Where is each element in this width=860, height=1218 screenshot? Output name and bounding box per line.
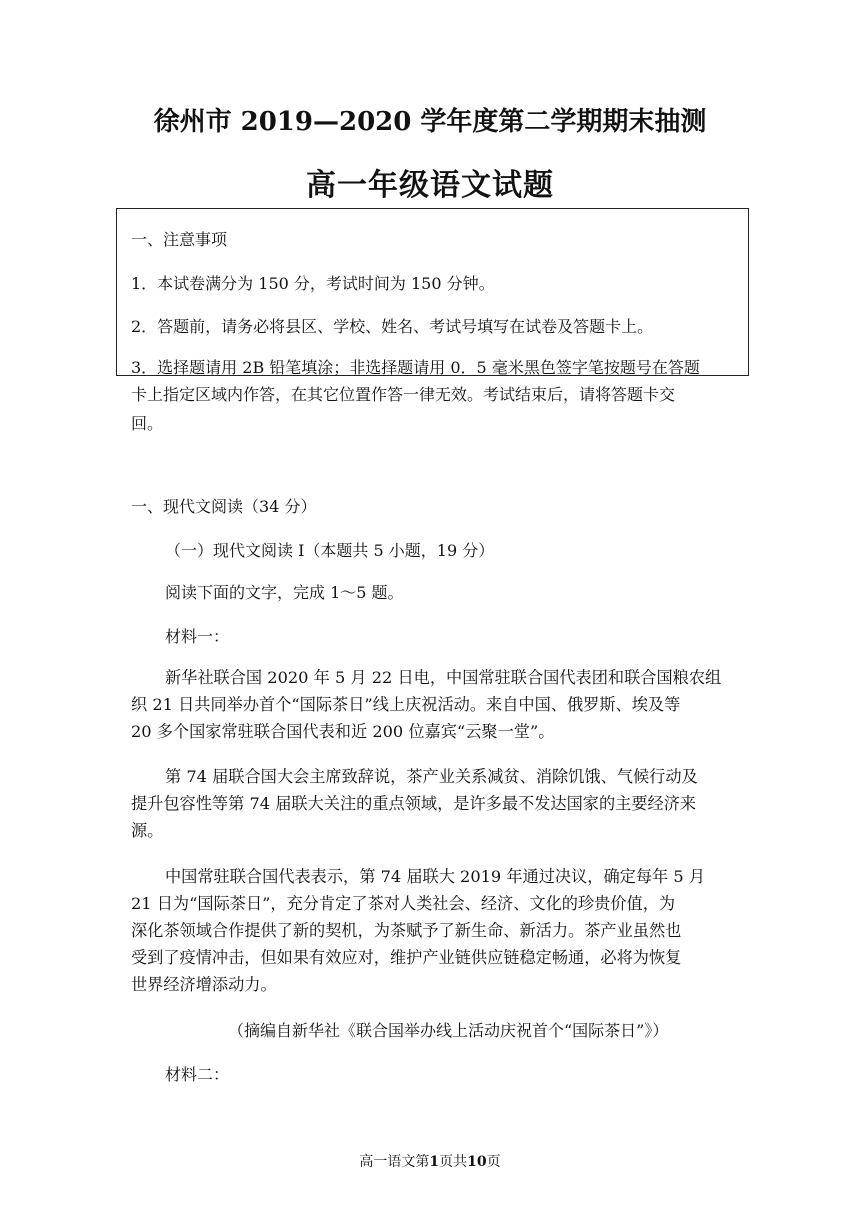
source-citation: （摘编自新华社《联合国举办线上活动庆祝首个“国际茶日”》）	[228, 1021, 669, 1040]
notice-item-2: 2．答题前，请务必将县区、学校、姓名、考试号填写在试卷及答题卡上。	[131, 317, 654, 336]
footer-page-number: 1	[429, 1154, 440, 1170]
footer-middle: 页共	[439, 1154, 468, 1170]
paragraph-line: 织 21 日共同举办首个“国际茶日”线上庆祝活动。来自中国、俄罗斯、埃及等	[131, 695, 681, 714]
notice-item-3-cont: 卡上指定区域内作答，在其它位置作答一律无效。考试结束后，请将答题卡交	[131, 385, 676, 404]
paragraph-line: 世界经济增添动力。	[131, 975, 277, 994]
sub-section-heading: （一）现代文阅读 I（本题共 5 小题，19 分）	[165, 541, 495, 560]
footer-suffix: 页	[486, 1154, 501, 1170]
paragraph-line: 中国常驻联合国代表表示，第 74 届联大 2019 年通过决议，确定每年 5 月	[165, 867, 706, 886]
paragraph-line: 20 多个国家常驻联合国代表和近 200 位嘉宾“云聚一堂”。	[131, 722, 555, 741]
paragraph-line: 提升包容性等第 74 届联大关注的重点领域，是许多最不发达国家的主要经济来	[131, 794, 697, 813]
paragraph-line: 源。	[131, 821, 164, 840]
material-label: 材料二：	[165, 1065, 230, 1084]
paragraph-line: 第 74 届联合国大会主席致辞说，茶产业关系减贫、消除饥饿、气候行动及	[165, 767, 698, 786]
material-label: 材料一：	[165, 627, 230, 646]
page-footer	[0, 1152, 860, 1172]
footer-prefix: 高一语文第	[359, 1154, 430, 1170]
notice-item-3-cont: 回。	[131, 414, 164, 433]
notice-item-1: 1．本试卷满分为 150 分，考试时间为 150 分钟。	[131, 274, 495, 293]
paragraph-line: 受到了疫情冲击，但如果有效应对，维护产业链供应链稳定畅通，必将为恢复	[131, 948, 682, 967]
footer-total-pages: 10	[467, 1154, 487, 1170]
notice-heading: 一、注意事项	[131, 230, 228, 249]
notice-item-3: 3．选择题请用 2B 铅笔填涂；非选择题请用 0．5 毫米黑色签字笔按题号在答题	[131, 358, 700, 377]
reading-instruction: 阅读下面的文字，完成 1～5 题。	[165, 583, 404, 602]
section-heading: 一、现代文阅读（34 分）	[131, 497, 317, 516]
exam-subtitle: 高一年级语文试题	[306, 168, 554, 203]
paragraph-line: 21 日为“国际茶日”，充分肯定了茶对人类社会、经济、文化的珍贵价值，为	[131, 894, 676, 913]
paragraph-line: 深化茶领域合作提供了新的契机，为茶赋予了新生命、新活力。茶产业虽然也	[131, 921, 682, 940]
exam-title: 徐州市 2019—2020 学年度第二学期期末抽测	[153, 107, 707, 137]
paragraph-line: 新华社联合国 2020 年 5 月 22 日电，中国常驻联合国代表团和联合国粮农组	[165, 668, 722, 687]
